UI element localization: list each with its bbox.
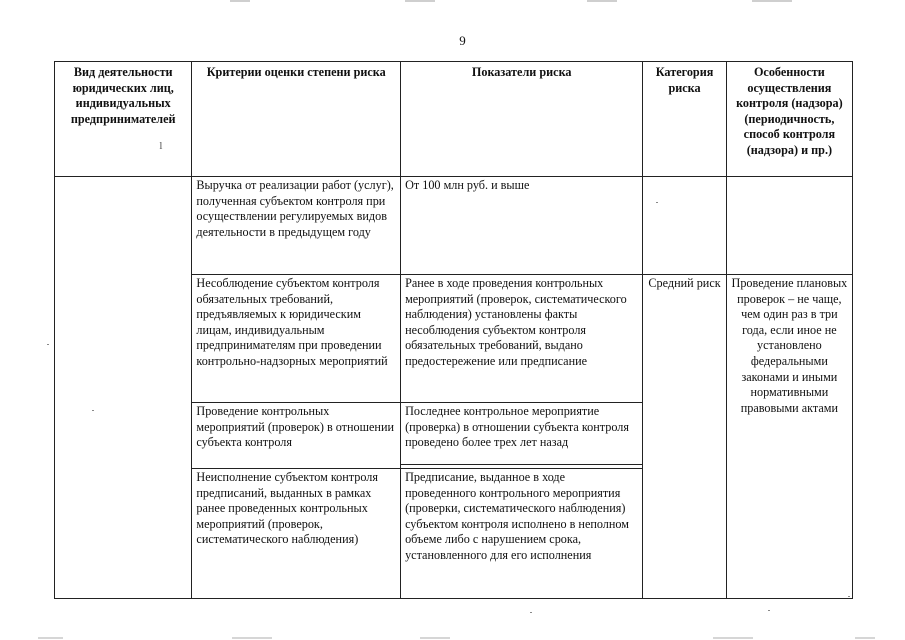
header-risk-category: Категория риска <box>643 62 726 177</box>
header-criteria: Критерии оценки степени риска <box>192 62 401 177</box>
table-row <box>55 177 853 275</box>
header-indicators: Показатели риска <box>401 62 643 177</box>
indicator-cell: Предписание, выданное в ходе проведенного контрольного мероприятия (проверки, систематического наблюдения) субъектом контроля исполнено в неполном объеме либо с нарушением срока, установленного для его исполнения <box>401 469 643 599</box>
criterion-cell: Проведение контрольных мероприятий (проверок) в отношении субъекта контроля <box>192 403 401 469</box>
indicator-cell: Последнее контрольное мероприятие (проверка) в отношении субъекта контроля проведено более трех лет назад <box>401 403 643 465</box>
scan-artifact-line <box>752 0 792 2</box>
header-control-features: Особенности осуществления контроля (надзора) (периодичность, способ контроля (надзора) и пр.) <box>726 62 852 177</box>
criterion-cell: Выручка от реализации работ (услуг), полученная субъектом контроля при осуществлении регулируемых видов деятельности в предыдущем году <box>192 177 401 275</box>
risk-category-cell-empty <box>643 177 726 275</box>
scan-artifact-line <box>420 637 450 639</box>
scan-artifact-line <box>587 0 617 2</box>
criterion-cell: Неисполнение субъектом контроля предписаний, выданных в рамках ранее проведенных контрольных мероприятий (проверок, систематического наблюдения) <box>192 469 401 599</box>
handwritten-mark: l <box>159 140 163 153</box>
control-features-cell: Проведение плановых проверок – не чаще, чем один раз в три года, если иное не установлено федеральными законами и иными нормативными правовыми актами <box>726 275 852 599</box>
activity-type-cell <box>55 177 192 599</box>
scan-speck <box>768 610 770 611</box>
scan-speck <box>656 202 658 203</box>
scan-artifact-line <box>713 637 753 639</box>
scan-artifact-line <box>232 637 272 639</box>
scan-speck <box>47 344 49 345</box>
scan-speck <box>848 596 850 597</box>
header-activity-type-label: Вид деятельности юридических лиц, индивидуальных предпринимателей <box>70 65 176 126</box>
scan-speck <box>92 410 94 411</box>
scan-artifact-line <box>38 637 63 639</box>
scan-artifact-line <box>405 0 435 2</box>
control-features-cell-empty <box>726 177 852 275</box>
header-activity-type <box>55 62 192 177</box>
scan-artifact-line <box>230 0 250 2</box>
indicator-cell: От 100 млн руб. и выше <box>401 177 643 275</box>
table-header-row <box>55 62 853 177</box>
page-number: 9 <box>459 33 466 48</box>
criterion-cell: Несоблюдение субъектом контроля обязательных требований, предъявляемых к юридическим лицам, индивидуальным предпринимателям при проведении контрольно-надзорных мероприятий <box>192 275 401 403</box>
scan-artifact-line <box>855 637 875 639</box>
indicator-cell: Ранее в ходе проведения контрольных мероприятий (проверок, систематического наблюдения) установлены факты несоблюдения субъектом контроля обязательных требований, выдано предостережение или предписание <box>401 275 643 403</box>
risk-criteria-table <box>54 61 853 599</box>
scan-speck <box>530 612 532 613</box>
risk-category-cell: Средний риск <box>643 275 726 599</box>
